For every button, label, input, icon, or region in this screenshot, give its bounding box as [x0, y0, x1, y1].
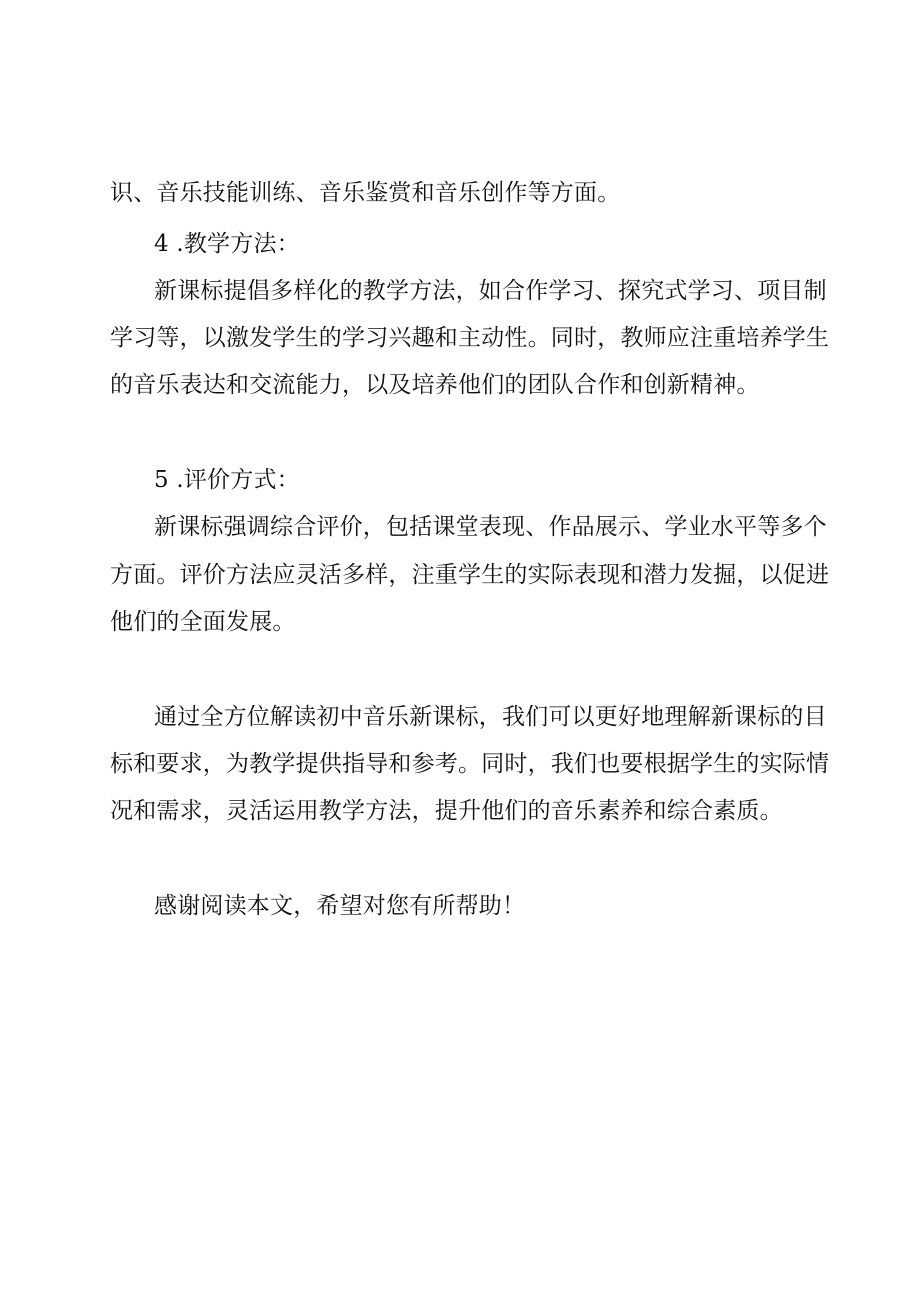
continuation-line: 识、音乐技能训练、音乐鉴赏和音乐创作等方面。 — [110, 180, 621, 206]
section4-line-3: 的音乐表达和交流能力，以及培养他们的团队合作和创新精神。 — [110, 372, 760, 398]
section4-line-1: 新课标提倡多样化的教学方法，如合作学习、探究式学习、项目制 — [154, 278, 827, 304]
conclusion-line-1: 通过全方位解读初中音乐新课标，我们可以更好地理解新课标的目 — [154, 704, 827, 730]
section4-heading: 4 .教学方法： — [154, 231, 300, 257]
closing-line: 感谢阅读本文，希望对您有所帮助！ — [154, 893, 526, 919]
section5-heading: 5 .评价方式： — [154, 467, 300, 493]
conclusion-line-3: 况和需求，灵活运用教学方法，提升他们的音乐素养和综合素质。 — [110, 798, 783, 824]
section5-line-1: 新课标强调综合评价，包括课堂表现、作品展示、学业水平等多个 — [154, 514, 827, 540]
section5-line-2: 方面。评价方法应灵活多样，注重学生的实际表现和潜力发掘，以促进 — [110, 562, 830, 588]
section4-line-2: 学习等，以激发学生的学习兴趣和主动性。同时，教师应注重培养学生 — [110, 325, 830, 351]
conclusion-line-2: 标和要求，为教学提供指导和参考。同时，我们也要根据学生的实际情 — [110, 751, 830, 777]
section5-line-3: 他们的全面发展。 — [110, 609, 296, 635]
